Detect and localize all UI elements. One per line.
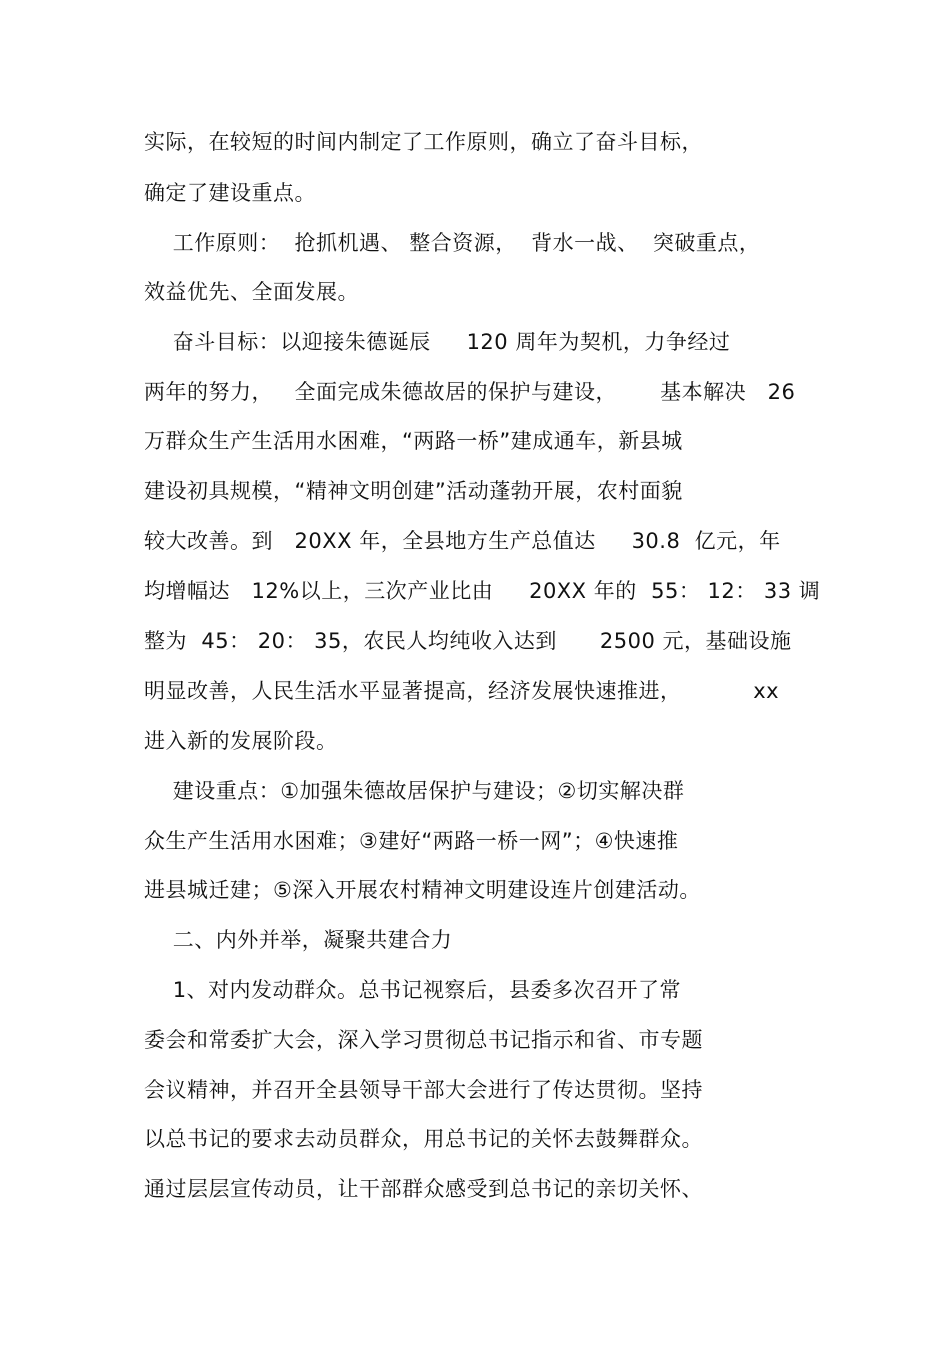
text-line: 工作原则： 抢抓机遇、 整合资源， 背水一战、 突破重点， <box>144 231 761 255</box>
text-line: 明显改善，人民生活水平显著提高，经济发展快速推进， xx <box>144 679 780 703</box>
text-line: 实际，在较短的时间内制定了工作原则，确立了奋斗目标， <box>144 130 703 154</box>
text-line: 整为 45： 20： 35，农民人均纯收入达到 2500 元，基础设施 <box>144 629 792 653</box>
text-line: 万群众生产生活用水困难，“两路一桥”建成通车，新县城 <box>144 429 683 453</box>
text-line: 会议精神，并召开全县领导干部大会进行了传达贯彻。坚持 <box>144 1078 703 1102</box>
text-line: 两年的努力， 全面完成朱德故居的保护与建设， 基本解决 26 <box>144 380 796 404</box>
text-line: 进入新的发展阶段。 <box>144 729 338 753</box>
text-line: 进县城迁建；⑤深入开展农村精神文明建设连片创建活动。 <box>144 878 701 902</box>
text-line: 以总书记的要求去动员群众，用总书记的关怀去鼓舞群众。 <box>144 1127 703 1151</box>
text-line: 较大改善。到 20XX 年，全县地方生产总值达 30.8 亿元，年 <box>144 529 781 553</box>
text-line: 效益优先、全面发展。 <box>144 280 359 304</box>
text-line: 通过层层宣传动员，让干部群众感受到总书记的亲切关怀、 <box>144 1177 703 1201</box>
text-line: 委会和常委扩大会，深入学习贯彻总书记指示和省、市专题 <box>144 1028 703 1052</box>
text-line: 均增幅达 12%以上，三次产业比由 20XX 年的 55： 12： 33 调 <box>144 579 821 603</box>
section-heading: 二、内外并举，凝聚共建合力 <box>144 928 453 952</box>
text-line: 建设初具规模，“精神文明创建”活动蓬勃开展，农村面貌 <box>144 479 683 503</box>
text-line: 确定了建设重点。 <box>144 181 316 205</box>
text-line: 奋斗目标：以迎接朱德诞辰 120 周年为契机，力争经过 <box>144 330 731 354</box>
text-line: 众生产生活用水困难；③建好“两路一桥一网”；④快速推 <box>144 829 679 853</box>
text-line: 1、对内发动群众。总书记视察后，县委多次召开了常 <box>144 978 682 1002</box>
text-line: 建设重点：①加强朱德故居保护与建设；②切实解决群 <box>144 779 685 803</box>
